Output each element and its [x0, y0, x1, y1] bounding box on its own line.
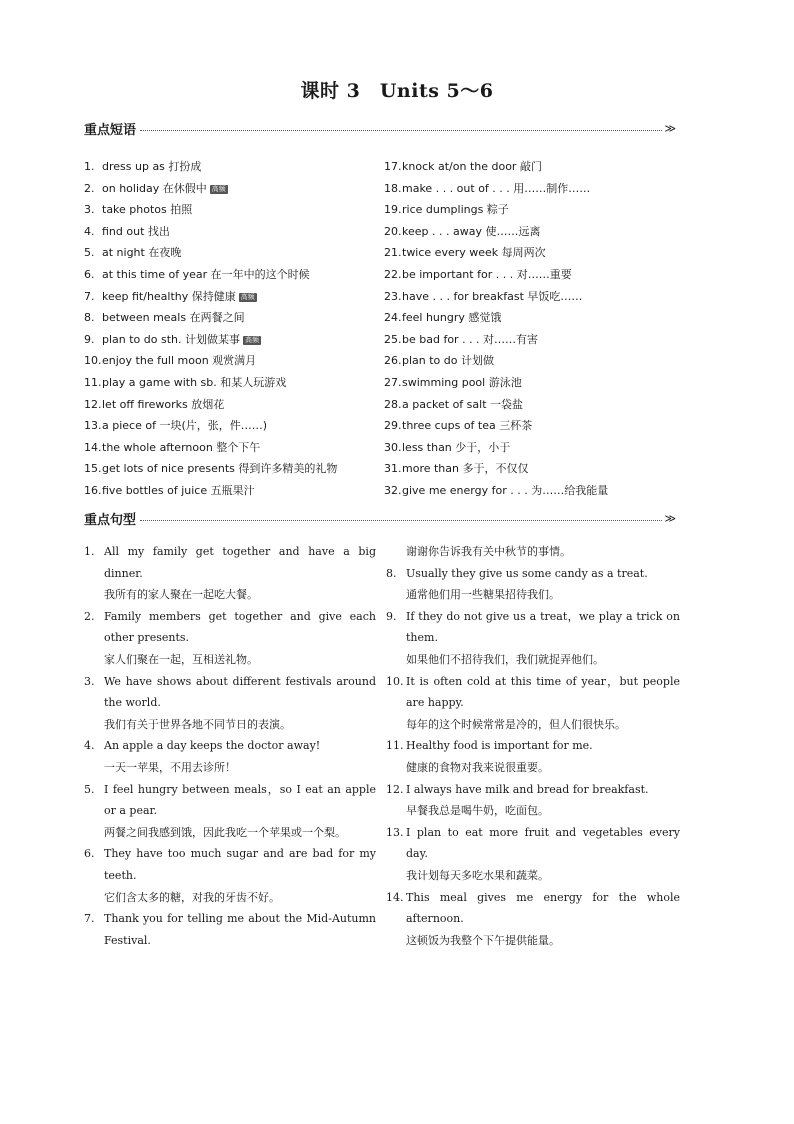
- phrase-number: 30.: [384, 440, 402, 454]
- dotted-rule: [140, 520, 662, 521]
- sentence-number: 7.: [84, 912, 95, 926]
- phrase-text: make . . . out of . . . 用……制作……: [402, 181, 591, 195]
- phrase-list-left: [84, 156, 384, 502]
- phrase-text: get lots of nice presents 得到许多精美的礼物: [102, 462, 338, 476]
- sentence-english: I feel hungry between meals，so I eat an apple or a pear.: [104, 782, 376, 818]
- phrase-item: [384, 329, 684, 351]
- double-chevron-icon: ≫: [664, 121, 676, 135]
- phrase-item: [384, 178, 684, 200]
- phrase-number: 14.: [84, 440, 102, 454]
- phrase-list-right: [384, 156, 684, 502]
- sentence-english: They have too much sugar and are bad for my teeth.: [104, 847, 376, 882]
- phrase-number: 8.: [84, 311, 95, 325]
- phrase-text: on holiday 在休假中: [102, 181, 207, 195]
- sentence-english: Healthy food is important for me.: [406, 739, 593, 753]
- phrase-item: [84, 372, 384, 394]
- phrase-item: [384, 199, 684, 221]
- phrase-item: [84, 178, 384, 200]
- sentence-english: Thank you for telling me about the Mid-Autumn Festival.: [104, 912, 376, 947]
- sentence-translation: 每年的这个时候常常是冷的，但人们很快乐。: [406, 717, 626, 731]
- sentence-number: 3.: [84, 674, 95, 688]
- sentence-english: I plan to eat more fruit and vegetables every day.: [406, 825, 680, 861]
- sentence-english: If they do not give us a treat，we play a trick on them.: [406, 609, 680, 645]
- sentence-item: [84, 606, 376, 671]
- sentence-english: Usually they give us some candy as a treat.: [406, 566, 648, 580]
- sentence-item: [84, 779, 376, 844]
- phrase-item: [84, 350, 384, 372]
- phrase-text: find out 找出: [102, 224, 170, 238]
- phrase-number: 28.: [384, 397, 402, 411]
- phrase-number: 27.: [384, 375, 402, 389]
- sentence-item: [386, 822, 680, 887]
- sentence-english: I always have milk and bread for breakfast.: [406, 782, 649, 796]
- phrase-number: 6.: [84, 267, 95, 281]
- phrase-text: a packet of salt 一袋盐: [402, 397, 523, 411]
- phrase-number: 31.: [384, 462, 402, 476]
- phrase-text: the whole afternoon 整个下午: [102, 440, 261, 454]
- sentence-translation: 家人们聚在一起，互相送礼物。: [104, 652, 258, 666]
- phrase-item: [84, 286, 384, 308]
- phrase-text: dress up as 打扮成: [102, 160, 202, 173]
- phrase-item: [84, 329, 384, 351]
- phrase-item: [84, 458, 384, 480]
- frequency-badge: 高频: [245, 335, 260, 344]
- sentence-english: All my family get together and have a big dinner.: [104, 545, 376, 580]
- phrase-item: [84, 415, 384, 437]
- key-sentences-heading: [84, 510, 676, 526]
- phrase-number: 21.: [384, 246, 402, 260]
- sentence-translation: 我所有的家人聚在一起吃大餐。: [104, 588, 258, 602]
- phrase-number: 24.: [384, 311, 402, 325]
- phrase-number: 29.: [384, 419, 402, 433]
- phrase-text: a piece of 一块(片，张，件……): [102, 419, 268, 433]
- phrase-number: 7.: [84, 289, 95, 303]
- sentence-number: 10.: [386, 674, 404, 688]
- sentence-number: 11.: [386, 739, 404, 753]
- sentence-translation: 谢谢你告诉我有关中秋节的事情。: [406, 545, 571, 558]
- page-title: 课时 3 Units 5～6: [300, 80, 494, 102]
- sentence-number: 5.: [84, 782, 95, 796]
- sentence-item: [386, 563, 680, 606]
- phrase-item: [384, 394, 684, 416]
- sentence-english: We have shows about different festivals around the world.: [104, 674, 376, 710]
- sentence-translation: 我们有关于世界各地不同节日的表演。: [104, 717, 291, 731]
- phrase-item: [384, 458, 684, 480]
- sentence-translation: 如果他们不招待我们，我们就捉弄他们。: [406, 652, 604, 666]
- sentence-item: [84, 671, 376, 736]
- phrase-number: 1.: [84, 160, 95, 173]
- sentence-translation: 它们含太多的糖，对我的牙齿不好。: [104, 890, 280, 904]
- phrase-number: 19.: [384, 203, 402, 217]
- phrase-text: keep . . . away 使……远离: [402, 224, 541, 238]
- phrase-item: [84, 221, 384, 243]
- phrase-item: [384, 264, 684, 286]
- phrase-number: 5.: [84, 246, 95, 260]
- phrase-text: feel hungry 感觉饿: [402, 311, 502, 325]
- phrase-text: more than 多于，不仅仅: [402, 462, 529, 476]
- phrase-text: play a game with sb. 和某人玩游戏: [102, 375, 287, 389]
- phrase-number: 2.: [84, 181, 95, 195]
- phrase-text: three cups of tea 三杯茶: [402, 419, 533, 433]
- sentence-number: 9.: [386, 609, 397, 623]
- sentence-item: [84, 735, 376, 778]
- phrase-text: at this time of year 在一年中的这个时候: [102, 267, 310, 281]
- phrase-number: 10.: [84, 354, 102, 368]
- phrase-text: be important for . . . 对……重要: [402, 267, 572, 281]
- phrase-text: five bottles of juice 五瓶果汁: [102, 483, 255, 497]
- phrase-text: less than 少于，小于: [402, 440, 511, 454]
- phrase-item: [84, 307, 384, 329]
- phrase-number: 32.: [384, 483, 402, 497]
- phrase-text: twice every week 每周两次: [402, 246, 546, 260]
- dotted-rule: [140, 130, 662, 131]
- phrase-item: [84, 242, 384, 264]
- phrase-item: [384, 221, 684, 243]
- phrase-item: [384, 286, 684, 308]
- phrase-item: [384, 480, 684, 502]
- phrase-number: 22.: [384, 267, 402, 281]
- sentence-english: This meal gives me energy for the whole afternoon.: [406, 890, 680, 926]
- phrase-text: swimming pool 游泳池: [402, 375, 522, 389]
- sentence-translation: 通常他们用一些糖果招待我们。: [406, 588, 560, 602]
- phrase-number: 3.: [84, 203, 95, 217]
- key-phrases-heading: [84, 120, 676, 136]
- phrase-number: 15.: [84, 462, 102, 476]
- sentence-number: 4.: [84, 739, 95, 753]
- sentence-number: 8.: [386, 566, 397, 580]
- phrase-item: [384, 242, 684, 264]
- phrase-item: [384, 372, 684, 394]
- phrase-text: knock at/on the door 敲门: [402, 160, 542, 173]
- sentence-number: 12.: [386, 782, 404, 796]
- sentence-translation: 两餐之间我感到饿，因此我吃一个苹果或一个梨。: [104, 825, 346, 839]
- frequency-badge: 高频: [211, 184, 226, 193]
- sentence-list-right: [386, 541, 680, 951]
- sentence-item: [386, 779, 680, 822]
- sentence-english: An apple a day keeps the doctor away!: [104, 739, 321, 753]
- phrase-item: [84, 156, 384, 178]
- key-sentences-title: 重点句型: [84, 512, 137, 528]
- phrase-text: plan to do 计划做: [402, 354, 494, 368]
- sentence-number: 2.: [84, 609, 95, 623]
- phrase-text: have . . . for breakfast 早饭吃……: [402, 289, 583, 303]
- phrase-number: 16.: [84, 483, 102, 497]
- sentence-number: 13.: [386, 825, 404, 839]
- phrase-text: at night 在夜晚: [102, 246, 182, 260]
- sentence-item: [84, 908, 376, 951]
- phrase-number: 18.: [384, 181, 402, 195]
- sentence-translation: 健康的食物对我来说很重要。: [406, 760, 549, 774]
- sentence-translation: 这顿饭为我整个下午提供能量。: [406, 933, 560, 947]
- sentence-translation: 一天一苹果，不用去诊所！: [104, 760, 236, 774]
- phrase-number: 25.: [384, 332, 402, 346]
- phrase-number: 9.: [84, 332, 95, 346]
- sentence-number: 14.: [386, 890, 404, 904]
- sentence-item: [386, 541, 680, 563]
- phrase-text: keep fit/healthy 保持健康: [102, 289, 236, 303]
- phrase-number: 20.: [384, 224, 402, 238]
- phrase-number: 11.: [84, 375, 102, 389]
- phrase-item: [84, 480, 384, 502]
- sentence-translation: 早餐我总是喝牛奶，吃面包。: [406, 804, 549, 818]
- sentence-english: It is often cold at this time of year，but people are happy.: [406, 674, 680, 710]
- phrase-text: enjoy the full moon 观赏满月: [102, 354, 257, 368]
- sentence-item: [84, 541, 376, 606]
- phrase-item: [84, 437, 384, 459]
- phrase-item: [384, 307, 684, 329]
- phrase-text: rice dumplings 粽子: [402, 203, 509, 217]
- sentence-english: Family members get together and give each other presents.: [104, 609, 376, 645]
- phrase-number: 13.: [84, 419, 102, 433]
- phrase-text: give me energy for . . . 为……给我能量: [402, 483, 609, 497]
- phrase-item: [84, 199, 384, 221]
- phrase-text: between meals 在两餐之间: [102, 311, 245, 325]
- sentence-translation: 我计划每天多吃水果和蔬菜。: [406, 868, 549, 882]
- phrase-text: let off fireworks 放烟花: [102, 397, 225, 411]
- phrase-item: [384, 156, 684, 178]
- double-chevron-icon: ≫: [664, 511, 676, 525]
- sentence-number: 1.: [84, 545, 95, 558]
- phrase-number: 4.: [84, 224, 95, 238]
- phrase-item: [384, 350, 684, 372]
- key-phrases-title: 重点短语: [84, 122, 137, 138]
- phrase-item: [84, 394, 384, 416]
- phrase-number: 17.: [384, 160, 402, 173]
- sentence-item: [84, 843, 376, 908]
- phrase-item: [384, 415, 684, 437]
- sentence-number: 6.: [84, 847, 95, 861]
- phrase-item: [84, 264, 384, 286]
- phrase-number: 23.: [384, 289, 402, 303]
- sentence-item: [386, 887, 680, 952]
- phrase-item: [384, 437, 684, 459]
- sentence-item: [386, 735, 680, 778]
- phrase-text: plan to do sth. 计划做某事: [102, 332, 241, 346]
- sentence-item: [386, 606, 680, 671]
- phrase-text: be bad for . . . 对……有害: [402, 332, 539, 346]
- frequency-badge: 高频: [240, 292, 255, 301]
- phrase-number: 26.: [384, 354, 402, 368]
- phrase-number: 12.: [84, 397, 102, 411]
- sentence-list-left: [84, 541, 376, 951]
- sentence-item: [386, 671, 680, 736]
- phrase-text: take photos 拍照: [102, 203, 193, 217]
